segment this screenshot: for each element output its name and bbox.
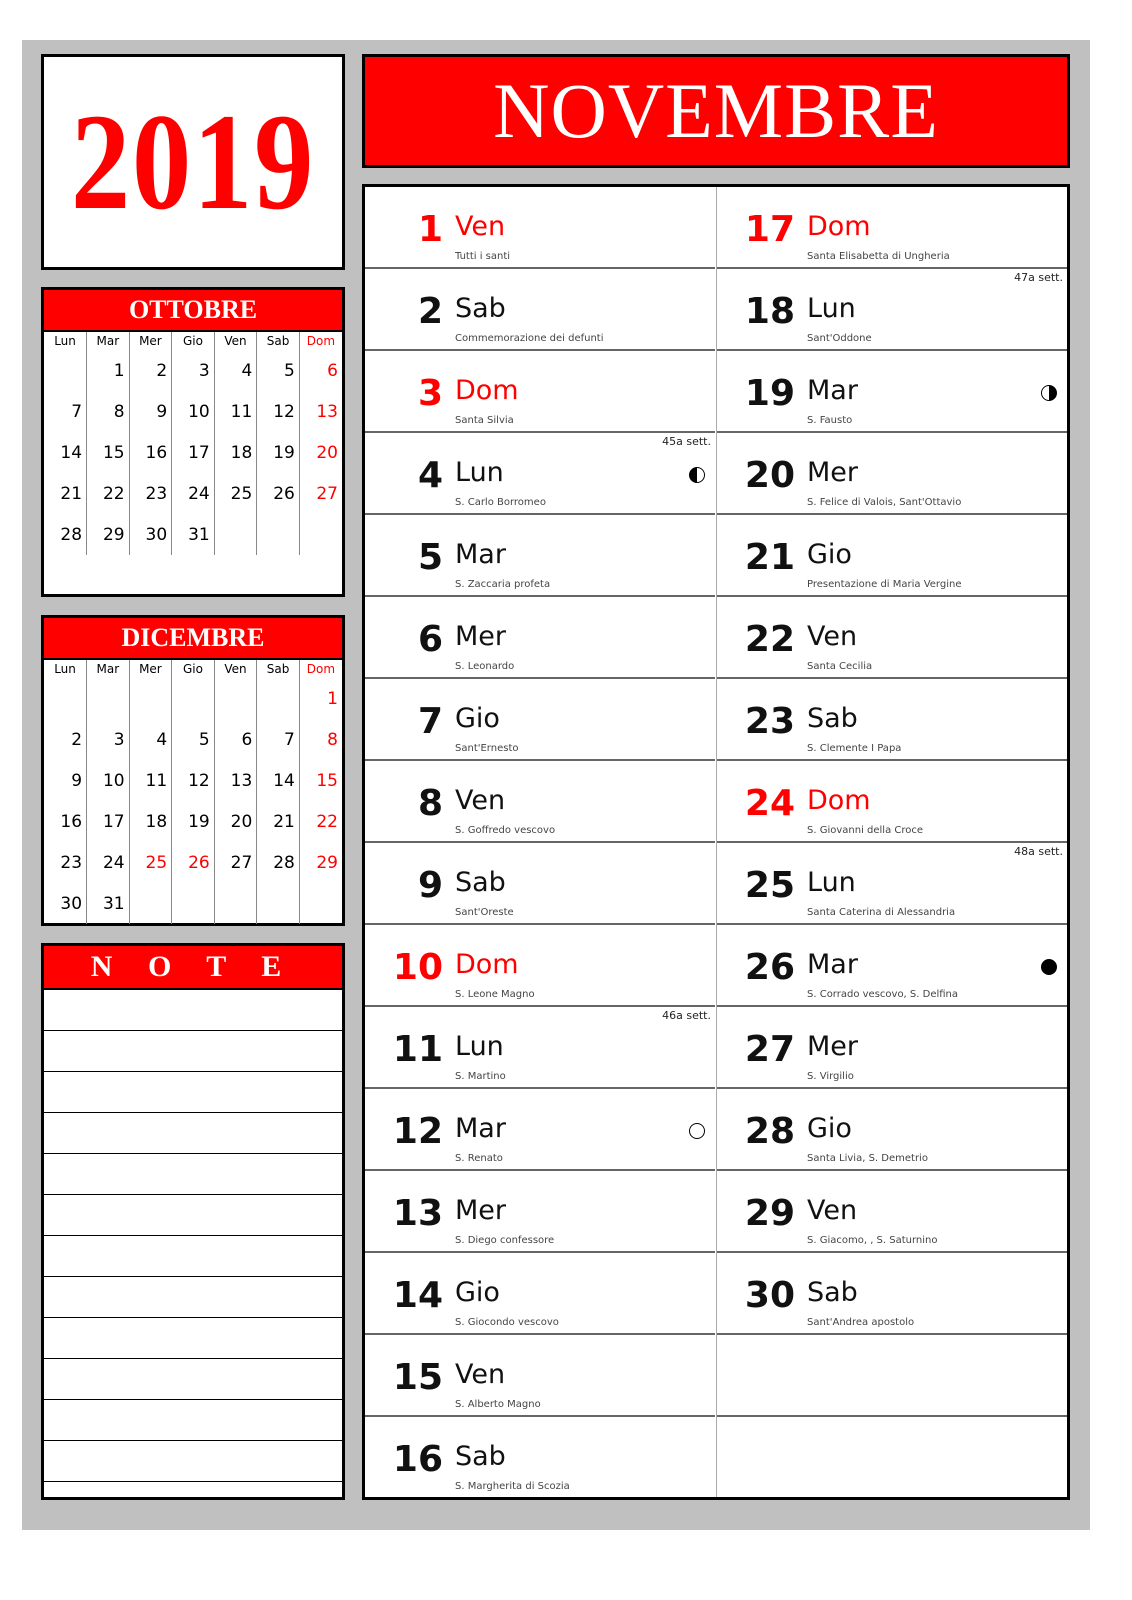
week-number: 46a sett. [662, 1009, 711, 1022]
mini-calendar-day: 29 [316, 852, 338, 873]
mini-calendar-day: 31 [87, 883, 130, 924]
mini-calendar-week [44, 391, 342, 432]
mini-calendar-day [214, 883, 257, 924]
mini-calendar-day: 19 [172, 801, 215, 842]
day-number: 22 [744, 619, 795, 660]
mini-calendar-day: 11 [129, 760, 172, 801]
day-weekday: Lun [807, 867, 856, 898]
mini-calendar-week [44, 719, 342, 760]
day-saint: S. Zaccaria profeta [455, 579, 551, 590]
day-saint: Sant'Oddone [807, 333, 872, 344]
day-saint: S. Giocondo vescovo [455, 1317, 559, 1328]
day-number: 3 [417, 373, 443, 414]
day-saint: Tutti i santi [455, 251, 511, 262]
mini-calendar-table [44, 660, 342, 924]
mini-calendar-day: 21 [257, 801, 300, 842]
month-header [362, 54, 1070, 168]
mini-calendar-day: 16 [129, 432, 172, 473]
day-number: 28 [744, 1111, 795, 1152]
mini-calendar-day [129, 678, 172, 719]
note-line [44, 1031, 342, 1072]
day-number: 18 [744, 291, 795, 332]
day-number: 15 [392, 1357, 443, 1398]
mini-calendar-day: 24 [172, 473, 215, 514]
day-number: 24 [744, 783, 795, 824]
mini-calendar-day: 13 [316, 401, 338, 422]
mini-calendar-day: 25 [129, 842, 172, 883]
mini-calendar-day: 17 [172, 432, 215, 473]
day-weekday: Gio [807, 539, 852, 570]
mini-calendar-week [44, 350, 342, 391]
mini-calendar-day: 16 [44, 801, 87, 842]
day-cell [717, 515, 1067, 597]
day-number: 16 [392, 1439, 443, 1480]
mini-calendar-day: 7 [44, 391, 87, 432]
day-cell [717, 351, 1067, 433]
weekday-header: Ven [214, 332, 257, 350]
day-saint: S. Margherita di Scozia [455, 1481, 570, 1492]
mini-calendar-day: 14 [257, 760, 300, 801]
mini-calendar-day [257, 678, 300, 719]
day-weekday: Gio [455, 1277, 500, 1308]
note-line [44, 1441, 342, 1482]
day-number: 27 [744, 1029, 795, 1070]
day-saint: S. Virgilio [807, 1071, 854, 1082]
weekday-header: Lun [44, 332, 87, 350]
mini-calendar-day [214, 514, 257, 555]
day-cell [365, 679, 715, 761]
mini-calendar-day [257, 514, 300, 555]
mini-calendar-day: 13 [214, 760, 257, 801]
mini-calendar-day: 9 [44, 760, 87, 801]
week-number: 45a sett. [662, 435, 711, 448]
day-number: 23 [744, 701, 795, 742]
mini-calendar-day [129, 883, 172, 924]
day-weekday: Ven [807, 621, 858, 652]
days-column-right [716, 187, 1067, 1497]
moon-phase-icon [1041, 959, 1059, 977]
day-weekday: Dom [807, 785, 871, 816]
day-cell [717, 1171, 1067, 1253]
mini-calendar-day: 12 [172, 760, 215, 801]
day-cell [717, 679, 1067, 761]
day-weekday: Mar [455, 539, 506, 570]
day-saint: Sant'Oreste [455, 907, 514, 918]
day-cell [717, 597, 1067, 679]
mini-calendar-day: 27 [214, 842, 257, 883]
day-cell [365, 1089, 715, 1171]
weekday-header: Sab [257, 332, 300, 350]
mini-calendar-day [44, 678, 87, 719]
year-label: 2019 [70, 85, 316, 238]
weekday-header: Mar [87, 332, 130, 350]
mini-calendar-day: 6 [327, 360, 338, 381]
mini-calendar-day: 19 [257, 432, 300, 473]
day-cell [717, 925, 1067, 1007]
weekday-header: Mer [129, 660, 172, 678]
day-number: 7 [417, 701, 443, 742]
mini-calendar-day: 24 [87, 842, 130, 883]
last-quarter-moon-icon [1041, 385, 1057, 401]
day-saint: S. Clemente I Papa [807, 743, 902, 754]
week-number: 48a sett. [1014, 845, 1063, 858]
mini-calendar-day: 30 [129, 514, 172, 555]
day-number: 12 [392, 1111, 443, 1152]
mini-calendar-day: 4 [129, 719, 172, 760]
mini-calendar-day: 5 [257, 350, 300, 391]
day-cell [365, 1171, 715, 1253]
days-column-left [365, 187, 715, 1497]
mini-calendar-day: 8 [87, 391, 130, 432]
mini-calendar-day: 11 [214, 391, 257, 432]
mini-calendar-day: 23 [44, 842, 87, 883]
day-cell [365, 1417, 715, 1497]
day-weekday: Mer [807, 1031, 859, 1062]
day-saint: S. Giacomo, , S. Saturnino [807, 1235, 938, 1246]
mini-calendar-day [214, 678, 257, 719]
mini-calendar-day: 26 [172, 842, 215, 883]
mini-calendar-day: 30 [44, 883, 87, 924]
mini-calendar-day: 8 [327, 729, 338, 750]
day-saint: S. Corrado vescovo, S. Delfina [807, 989, 959, 1000]
weekday-header: Sab [257, 660, 300, 678]
mini-calendar-day [257, 883, 300, 924]
mini-calendar-day: 31 [172, 514, 215, 555]
mini-calendar-day: 17 [87, 801, 130, 842]
mini-calendar-day: 28 [44, 514, 87, 555]
mini-calendar-table [44, 332, 342, 555]
day-cell [717, 187, 1067, 269]
note-line [44, 1277, 342, 1318]
mini-calendar-day: 20 [214, 801, 257, 842]
day-number: 9 [417, 865, 443, 906]
day-number: 21 [744, 537, 795, 578]
mini-calendar-day [172, 678, 215, 719]
day-weekday: Lun [455, 1031, 504, 1062]
mini-calendar-day: 10 [87, 760, 130, 801]
day-cell [365, 843, 715, 925]
weekday-header: Lun [44, 660, 87, 678]
day-cell [717, 1089, 1067, 1171]
day-cell [717, 843, 1067, 925]
day-number: 17 [744, 209, 795, 250]
day-number: 30 [744, 1275, 795, 1316]
day-saint: Santa Caterina di Alessandria [807, 907, 956, 918]
note-line [44, 1113, 342, 1154]
day-saint: S. Goffredo vescovo [455, 825, 556, 836]
day-cell [365, 761, 715, 843]
mini-calendar-day: 15 [87, 432, 130, 473]
day-number: 2 [417, 291, 443, 332]
day-cell [365, 1253, 715, 1335]
day-number: 20 [744, 455, 795, 496]
mini-calendar-day: 27 [316, 483, 338, 504]
day-number: 10 [392, 947, 443, 988]
mini-calendar-day: 9 [129, 391, 172, 432]
month-days-grid [362, 184, 1070, 1500]
day-number: 11 [392, 1029, 443, 1070]
mini-calendar-day: 18 [214, 432, 257, 473]
notes-title: N O T E [44, 946, 342, 990]
day-number: 6 [417, 619, 443, 660]
day-weekday: Lun [455, 457, 504, 488]
mini-calendar-day: 12 [257, 391, 300, 432]
day-saint: Sant'Andrea apostolo [807, 1317, 915, 1328]
mini-calendar-day: 22 [316, 811, 338, 832]
mini-calendar-day: 10 [172, 391, 215, 432]
mini-calendar-day: 22 [87, 473, 130, 514]
mini-calendar-week [44, 842, 342, 883]
day-cell [365, 1335, 715, 1417]
day-saint: S. Felice di Valois, Sant'Ottavio [807, 497, 962, 508]
day-saint: S. Martino [455, 1071, 506, 1082]
week-number: 47a sett. [1014, 271, 1063, 284]
note-line [44, 1359, 342, 1400]
day-weekday: Ven [455, 1359, 506, 1390]
mini-calendar-week [44, 883, 342, 924]
day-number: 5 [417, 537, 443, 578]
day-cell [365, 925, 715, 1007]
mini-calendar-week [44, 432, 342, 473]
day-cell [717, 1253, 1067, 1335]
mini-calendar-week [44, 678, 342, 719]
day-saint: Santa Elisabetta di Ungheria [807, 251, 950, 262]
day-number: 26 [744, 947, 795, 988]
mini-calendar-day [299, 514, 342, 555]
mini-calendar-ottobre [41, 287, 345, 597]
mini-calendar-week [44, 473, 342, 514]
weekday-header: Gio [172, 660, 215, 678]
moon-phase-icon [689, 1123, 707, 1141]
day-weekday: Sab [807, 1277, 858, 1308]
month-title: NOVEMBRE [493, 67, 939, 154]
day-weekday: Mer [455, 1195, 507, 1226]
mini-calendar-day [44, 350, 87, 391]
mini-calendar-day: 26 [257, 473, 300, 514]
day-cell [365, 433, 715, 515]
empty-day-cell [717, 1335, 1067, 1417]
mini-calendar-day: 21 [44, 473, 87, 514]
day-number: 19 [744, 373, 795, 414]
moon-phase-icon [689, 467, 707, 485]
year-box [41, 54, 345, 270]
note-line [44, 1154, 342, 1195]
mini-calendar-day: 3 [87, 719, 130, 760]
day-weekday: Ven [455, 211, 506, 242]
mini-calendar-day: 20 [316, 442, 338, 463]
day-cell [717, 269, 1067, 351]
day-cell [365, 597, 715, 679]
mini-calendar-day: 14 [44, 432, 87, 473]
day-saint: Sant'Ernesto [455, 743, 519, 754]
day-saint: S. Fausto [807, 415, 853, 426]
day-number: 13 [392, 1193, 443, 1234]
day-cell [365, 515, 715, 597]
day-saint: S. Leonardo [455, 661, 515, 672]
day-weekday: Mer [807, 457, 859, 488]
mini-calendar-week [44, 801, 342, 842]
day-weekday: Mar [455, 1113, 506, 1144]
day-saint: Commemorazione dei defunti [455, 333, 604, 344]
first-quarter-moon-icon [689, 467, 705, 483]
mini-calendar-day [87, 678, 130, 719]
day-weekday: Gio [455, 703, 500, 734]
day-number: 1 [417, 209, 443, 250]
mini-calendar-week [44, 514, 342, 555]
day-weekday: Lun [807, 293, 856, 324]
full-moon-icon [689, 1123, 705, 1139]
weekday-header: Mar [87, 660, 130, 678]
mini-calendar-day: 28 [257, 842, 300, 883]
note-line [44, 990, 342, 1031]
mini-calendar-day: 4 [214, 350, 257, 391]
note-line [44, 1072, 342, 1113]
day-weekday: Ven [455, 785, 506, 816]
mini-calendar-day: 6 [214, 719, 257, 760]
day-weekday: Sab [807, 703, 858, 734]
day-weekday: Dom [807, 211, 871, 242]
day-saint: Santa Cecilia [807, 661, 873, 672]
day-weekday: Mer [455, 621, 507, 652]
weekday-header: Ven [214, 660, 257, 678]
day-saint: Santa Silvia [455, 415, 514, 426]
day-weekday: Sab [455, 867, 506, 898]
day-saint: Santa Livia, S. Demetrio [807, 1153, 928, 1164]
mini-calendar-dicembre [41, 615, 345, 926]
mini-calendar-day: 3 [172, 350, 215, 391]
mini-calendar-day: 7 [257, 719, 300, 760]
day-cell [365, 1007, 715, 1089]
mini-calendar-day: 1 [87, 350, 130, 391]
weekday-header: Mer [129, 332, 172, 350]
note-line [44, 1318, 342, 1359]
mini-calendar-day: 2 [44, 719, 87, 760]
mini-calendar-day: 18 [129, 801, 172, 842]
mini-calendar-title: OTTOBRE [44, 290, 342, 332]
day-weekday: Sab [455, 293, 506, 324]
day-weekday: Mar [807, 949, 858, 980]
day-weekday: Mar [807, 375, 858, 406]
day-cell [365, 187, 715, 269]
weekday-header: Dom [306, 662, 336, 676]
empty-day-cell [717, 1417, 1067, 1497]
new-moon-icon [1041, 959, 1057, 975]
mini-calendar-day: 15 [316, 770, 338, 791]
day-number: 14 [392, 1275, 443, 1316]
day-weekday: Gio [807, 1113, 852, 1144]
day-cell [365, 351, 715, 433]
mini-calendar-day: 25 [214, 473, 257, 514]
note-line [44, 1236, 342, 1277]
day-weekday: Dom [455, 375, 519, 406]
day-number: 29 [744, 1193, 795, 1234]
notes-panel [41, 943, 345, 1500]
mini-calendar-day: 23 [129, 473, 172, 514]
day-saint: S. Alberto Magno [455, 1399, 541, 1410]
day-saint: S. Carlo Borromeo [455, 497, 546, 508]
day-saint: S. Leone Magno [455, 989, 535, 1000]
day-weekday: Sab [455, 1441, 506, 1472]
day-number: 8 [417, 783, 443, 824]
mini-calendar-day: 29 [87, 514, 130, 555]
day-weekday: Ven [807, 1195, 858, 1226]
day-weekday: Dom [455, 949, 519, 980]
day-cell [717, 433, 1067, 515]
weekday-header: Dom [306, 334, 336, 348]
weekday-header: Gio [172, 332, 215, 350]
day-saint: S. Renato [455, 1153, 503, 1164]
note-line [44, 1400, 342, 1441]
mini-calendar-day: 2 [129, 350, 172, 391]
mini-calendar-day [172, 883, 215, 924]
day-number: 25 [744, 865, 795, 906]
day-saint: Presentazione di Maria Vergine [807, 579, 962, 590]
day-cell [365, 269, 715, 351]
day-cell [717, 1007, 1067, 1089]
mini-calendar-title: DICEMBRE [44, 618, 342, 660]
mini-calendar-week [44, 760, 342, 801]
mini-calendar-day: 5 [172, 719, 215, 760]
mini-calendar-day: 1 [327, 688, 338, 709]
day-number: 4 [417, 455, 443, 496]
mini-calendar-day [299, 883, 342, 924]
note-line [44, 1195, 342, 1236]
moon-phase-icon [1041, 385, 1059, 403]
day-saint: S. Giovanni della Croce [807, 825, 924, 836]
day-cell [717, 761, 1067, 843]
day-saint: S. Diego confessore [455, 1235, 555, 1246]
